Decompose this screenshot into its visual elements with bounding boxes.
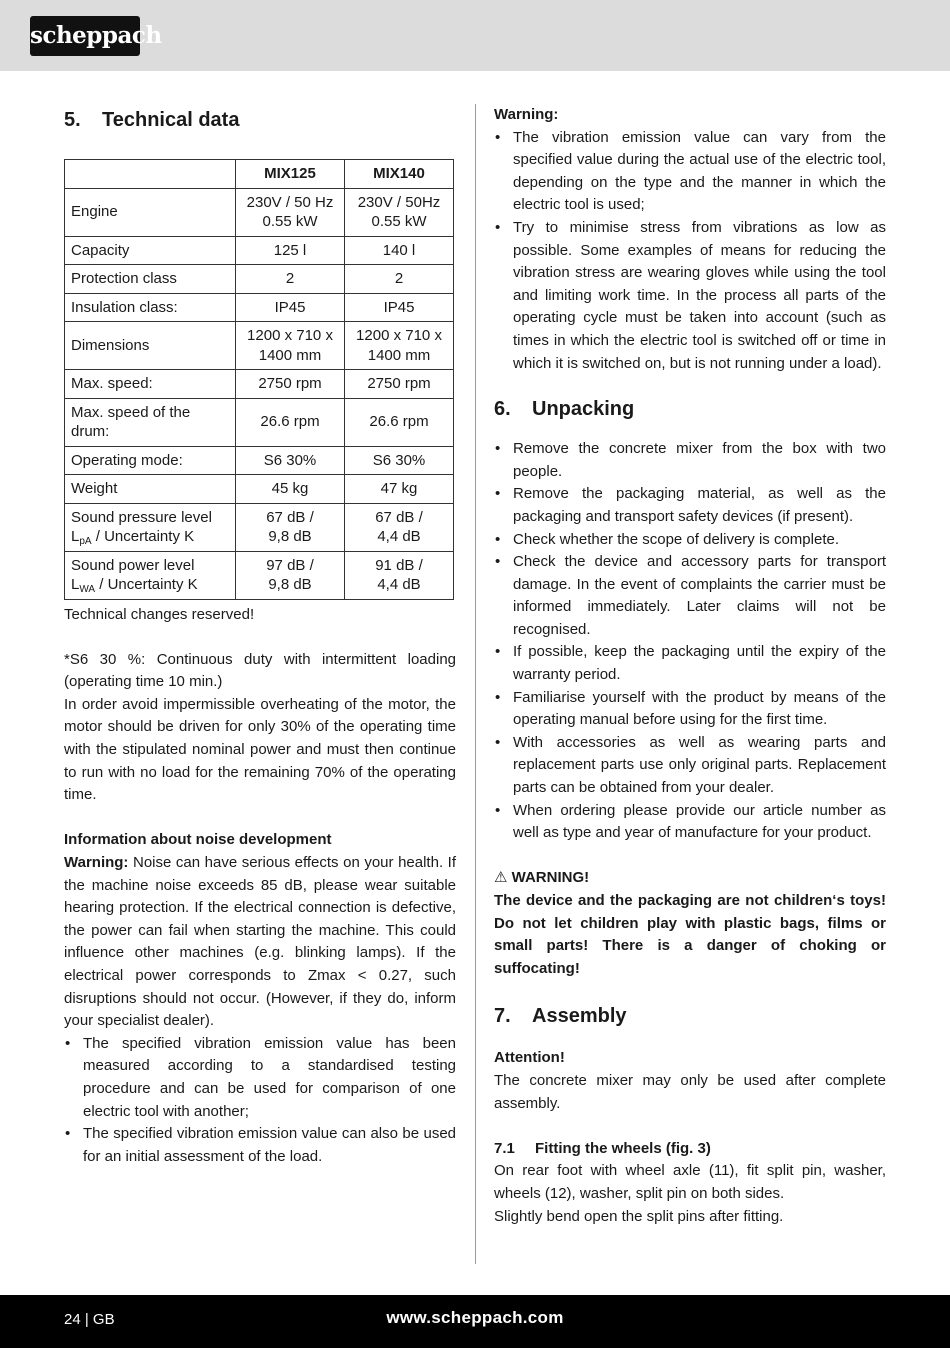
table-row	[65, 265, 454, 294]
scheppach-logo: scheppach	[30, 16, 140, 56]
value-mix125: 2750 rpm	[236, 370, 345, 399]
list-item: • Remove the packaging material, as well as the packaging and transport safety devices (if present).	[494, 483, 886, 528]
table-row	[65, 293, 454, 322]
row-label: Weight	[65, 475, 236, 504]
value-mix140: 26.6 rpm	[345, 398, 454, 446]
s6-text: In order avoid impermissible overheating of the motor, the motor should be driven for only 30% of the operating time with the stipulated nominal power and must then continue to run with no load for the remaining 70% of the operating time.	[64, 695, 456, 804]
noise-heading: Information about noise development	[64, 831, 332, 849]
value-mix125: 67 dB / 9,8 dB	[236, 503, 345, 551]
row-label: Dimensions	[65, 322, 236, 370]
technical-changes-note: Technical changes reserved!	[64, 605, 255, 623]
noise-warning-label: Warning:	[64, 854, 129, 872]
value-mix140: 140 l	[345, 236, 454, 265]
list-item: • If possible, keep the packaging until the expiry of the warranty period.	[494, 641, 886, 686]
table-row	[65, 322, 454, 370]
value-mix140: 1200 x 710 x 1400 mm	[345, 322, 454, 370]
children-warning-text: The device and the packaging are not children‘s toys! Do not let children play with plastic bags, films or small parts! There is a danger of choking or suffocating!	[494, 892, 886, 977]
value-mix140: 2	[345, 265, 454, 294]
list-item: • The vibration emission value can vary from the specified value during the actual use of the electric tool, depending on the type and the manner in which the electric tool is used;	[494, 127, 886, 217]
row-label: Max. speed of the drum:	[65, 398, 236, 446]
row-label: Sound power level $L_{WA}$ / Uncertainty K	[65, 551, 236, 599]
vibration-bullets-left	[64, 1033, 456, 1169]
list-item: • When ordering please provide our article number as well as type and year of manufacture for your product.	[494, 800, 886, 845]
row-label: Protection class	[65, 265, 236, 294]
warning-triangle-icon: ⚠	[494, 869, 508, 887]
section-7-title: 7. Assembly	[494, 1005, 627, 1028]
list-item: • The specified vibration emission value has been measured according to a standardised testing procedure and can be used for comparison of one electric tool with another;	[64, 1033, 456, 1123]
row-label: Operating mode:	[65, 446, 236, 475]
table-row	[65, 503, 454, 551]
table-header-mix140: MIX140	[345, 160, 454, 189]
row-label: Capacity	[65, 236, 236, 265]
list-item: • The specified vibration emission value can also be used for an initial assessment of the load.	[64, 1123, 456, 1168]
value-mix140: 230V / 50Hz 0.55 kW	[345, 188, 454, 236]
value-mix125: 1200 x 710 x 1400 mm	[236, 322, 345, 370]
value-mix140: IP45	[345, 293, 454, 322]
row-label: Sound pressure level $L_{pA}$ / Uncertainty K	[65, 503, 236, 551]
noise-warning-paragraph: Warning: Noise can have serious effects on your health. If the machine noise exceeds 85 dB, please wear suitable hearing protection. If the electrical connection is defective, the power can fail when starting the machine. This could influence other machines (e.g. blinking lamps). If the electrical power corresponds to Zmax < 0.27, such disruptions should not occur. (However, if they do, inform your specialist dealer).	[64, 854, 456, 1030]
value-mix125: 2	[236, 265, 345, 294]
table-header-mix125: MIX125	[236, 160, 345, 189]
website-url: www.scheppach.com	[386, 1308, 564, 1327]
list-item: • Familiarise yourself with the product by means of the operating manual before using for the first time.	[494, 687, 886, 732]
page-number: 24 | GB	[64, 1311, 115, 1328]
children-warning-title: ⚠ WARNING!	[494, 869, 590, 887]
row-label: Insulation class:	[65, 293, 236, 322]
row-label: Engine	[65, 188, 236, 236]
value-mix125: IP45	[236, 293, 345, 322]
value-mix140: 47 kg	[345, 475, 454, 504]
value-mix140: 2750 rpm	[345, 370, 454, 399]
value-mix125: 45 kg	[236, 475, 345, 504]
value-mix125: 230V / 50 Hz 0.55 kW	[236, 188, 345, 236]
warning-heading: Warning:	[494, 106, 559, 123]
column-divider	[475, 104, 476, 1264]
value-mix140: S6 30%	[345, 446, 454, 475]
table-row	[65, 551, 454, 599]
value-mix125: S6 30%	[236, 446, 345, 475]
wheels-instruction: On rear foot with wheel axle (11), fit split pin, washer, wheels (12), washer, split pin on both sides.	[494, 1162, 886, 1202]
table-row	[65, 370, 454, 399]
table-row	[65, 236, 454, 265]
list-item: • Try to minimise stress from vibrations as low as possible. Some examples of means for reducing the vibration stress are wearing gloves while using the tool and limiting work time. In the process all parts of the operating cycle must be taken into account (such as times in which the electric tool is switched off or time in which it is switched on, but is not running under a load).	[494, 217, 886, 375]
subsection-7-1-title: 7.1 Fitting the wheels (fig. 3)	[494, 1139, 711, 1157]
left-column	[64, 104, 456, 1168]
attention-text: The concrete mixer may only be used after complete assembly.	[494, 1071, 886, 1112]
table-row	[65, 446, 454, 475]
value-mix140: 91 dB / 4,4 dB	[345, 551, 454, 599]
table-header-row	[65, 160, 454, 189]
row-label: Max. speed:	[65, 370, 236, 399]
section-5-title: 5. Technical data	[64, 109, 240, 131]
value-mix140: 67 dB / 4,4 dB	[345, 503, 454, 551]
table-row	[65, 188, 454, 236]
section-6-title: 6. Unpacking	[494, 398, 635, 421]
wheels-instruction-2: Slightly bend open the split pins after fitting.	[494, 1207, 784, 1225]
right-column	[494, 104, 886, 1228]
list-item: • Check whether the scope of delivery is complete.	[494, 529, 886, 552]
value-mix125: 97 dB / 9,8 dB	[236, 551, 345, 599]
table-row	[65, 398, 454, 446]
value-mix125: 125 l	[236, 236, 345, 265]
value-mix125: 26.6 rpm	[236, 398, 345, 446]
technical-data-table	[64, 159, 454, 600]
list-item: • Check the device and accessory parts for transport damage. In the event of complaints the carrier must be informed immediately. Later claims will not be recognised.	[494, 551, 886, 641]
s6-note: *S6 30 %: Continuous duty with intermittent loading (operating time 10 min.)	[64, 650, 456, 691]
table-row	[65, 475, 454, 504]
list-item: • With accessories as well as wearing parts and replacement parts use only original parts. Replacement parts can be obtained from your dealer.	[494, 732, 886, 800]
list-item: • Remove the concrete mixer from the box with two people.	[494, 438, 886, 483]
unpacking-bullets	[494, 438, 886, 845]
table-header-empty	[65, 160, 236, 189]
vibration-bullets-right	[494, 127, 886, 376]
attention-label: Attention!	[494, 1049, 565, 1067]
